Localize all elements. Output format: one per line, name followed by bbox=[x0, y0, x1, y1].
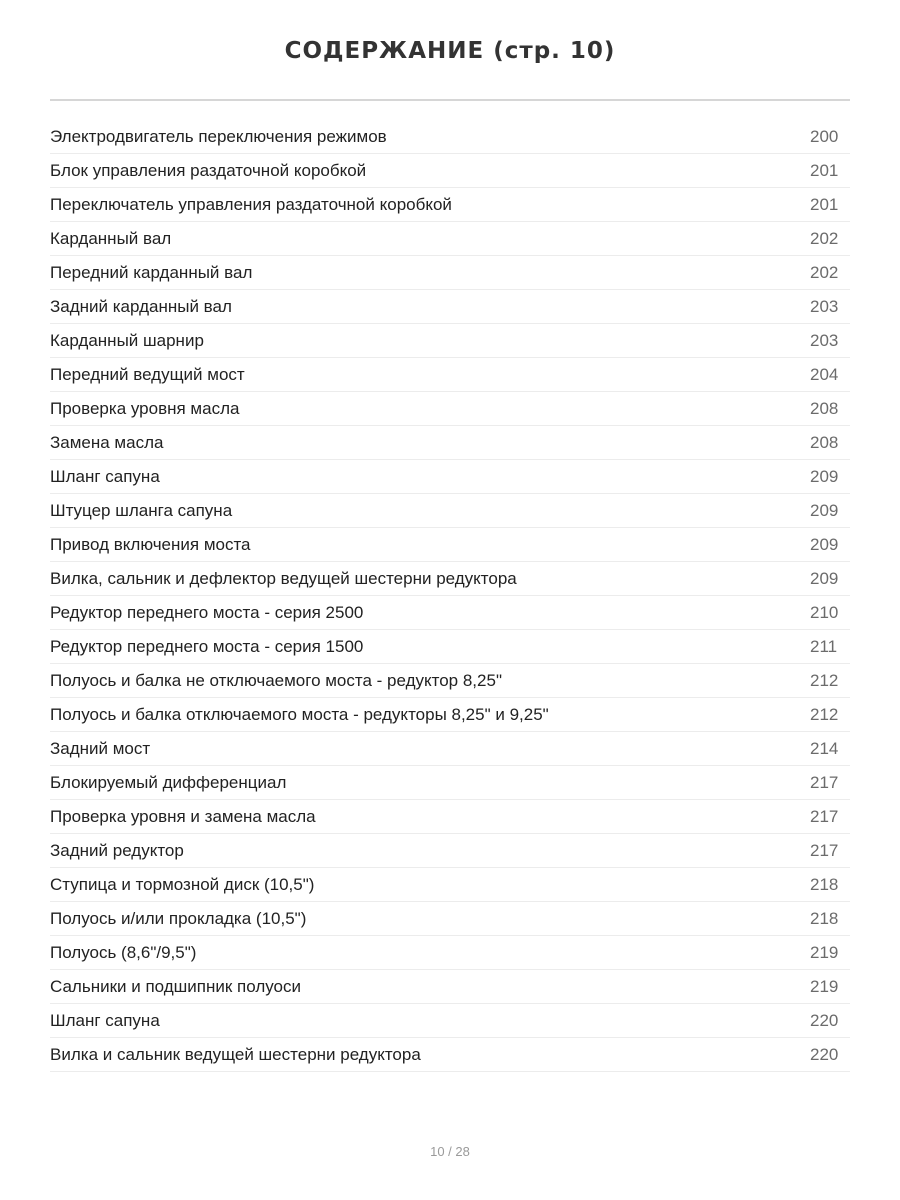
toc-entry[interactable] bbox=[50, 392, 850, 426]
toc-entry-page-number[interactable]: 203 bbox=[810, 297, 839, 316]
page-indicator: 10 / 28 bbox=[430, 1144, 470, 1159]
toc-entry-title[interactable]: Переключатель управления раздаточной коробкой bbox=[50, 195, 452, 214]
toc-entry-page-number[interactable]: 220 bbox=[810, 1045, 839, 1064]
toc-entry-page-number[interactable]: 202 bbox=[810, 263, 839, 282]
toc-entry[interactable] bbox=[50, 460, 850, 494]
toc-entry-title[interactable]: Штуцер шланга сапуна bbox=[50, 501, 233, 520]
toc-entry[interactable] bbox=[50, 154, 850, 188]
toc-entry[interactable] bbox=[50, 120, 850, 154]
toc-entry[interactable] bbox=[50, 222, 850, 256]
toc-entry-page-number[interactable]: 211 bbox=[810, 637, 838, 656]
toc-entry-title[interactable]: Карданный вал bbox=[50, 229, 172, 248]
toc-entry-title[interactable]: Шланг сапуна bbox=[50, 467, 160, 486]
toc-entry[interactable] bbox=[50, 494, 850, 528]
toc-entry[interactable] bbox=[50, 528, 850, 562]
toc-entry-title[interactable]: Ступица и тормозной диск (10,5") bbox=[50, 875, 315, 894]
toc-entry-title[interactable]: Проверка уровня и замена масла bbox=[50, 807, 316, 826]
toc-entry-title[interactable]: Блокируемый дифференциал bbox=[50, 773, 287, 792]
toc-entry[interactable] bbox=[50, 290, 850, 324]
toc-entry-page-number[interactable]: 219 bbox=[810, 943, 839, 962]
toc-entry[interactable] bbox=[50, 256, 850, 290]
toc-entry-title[interactable]: Сальники и подшипник полуоси bbox=[50, 977, 301, 996]
toc-entry-title[interactable]: Редуктор переднего моста - серия 1500 bbox=[50, 637, 364, 656]
toc-entry[interactable] bbox=[50, 970, 850, 1004]
toc-entry-page-number[interactable]: 209 bbox=[810, 467, 839, 486]
toc-entry-page-number[interactable]: 203 bbox=[810, 331, 839, 350]
toc-entry[interactable] bbox=[50, 358, 850, 392]
toc-entry-page-number[interactable]: 202 bbox=[810, 229, 839, 248]
toc-entry-title[interactable]: Задний карданный вал bbox=[50, 297, 232, 316]
toc-entry[interactable] bbox=[50, 698, 850, 732]
toc-entry[interactable] bbox=[50, 426, 850, 460]
toc-entry-page-number[interactable]: 204 bbox=[810, 365, 839, 384]
toc-entry[interactable] bbox=[50, 664, 850, 698]
toc-entry-page-number[interactable]: 208 bbox=[810, 399, 839, 418]
toc-entry[interactable] bbox=[50, 324, 850, 358]
toc-entry-page-number[interactable]: 209 bbox=[810, 501, 839, 520]
toc-entry[interactable] bbox=[50, 1004, 850, 1038]
toc-entry-page-number[interactable]: 210 bbox=[810, 603, 839, 622]
toc-entry[interactable] bbox=[50, 562, 850, 596]
page-title: СОДЕРЖАНИЕ (стр. 10) bbox=[284, 38, 616, 64]
toc-entry-title[interactable]: Привод включения моста bbox=[50, 535, 251, 554]
toc-entry[interactable] bbox=[50, 902, 850, 936]
toc-entry-title[interactable]: Проверка уровня масла bbox=[50, 399, 240, 418]
toc-entry-page-number[interactable]: 217 bbox=[810, 807, 839, 826]
toc-entry[interactable] bbox=[50, 766, 850, 800]
toc-entry-page-number[interactable]: 201 bbox=[810, 195, 839, 214]
toc-entry-title[interactable]: Полуось и балка не отключаемого моста - редуктор 8,25" bbox=[50, 671, 502, 690]
toc-entry[interactable] bbox=[50, 1038, 850, 1072]
toc-entry-title[interactable]: Передний карданный вал bbox=[50, 263, 253, 282]
toc-entry-page-number[interactable]: 200 bbox=[810, 127, 839, 146]
toc-entry-title[interactable]: Замена масла bbox=[50, 433, 164, 452]
toc-entry[interactable] bbox=[50, 936, 850, 970]
toc-entry-title[interactable]: Вилка и сальник ведущей шестерни редуктора bbox=[50, 1045, 421, 1064]
toc-entry[interactable] bbox=[50, 868, 850, 902]
toc-entry-title[interactable]: Задний редуктор bbox=[50, 841, 184, 860]
title-divider bbox=[50, 99, 850, 101]
toc-entry-page-number[interactable]: 218 bbox=[810, 909, 839, 928]
toc-entry-page-number[interactable]: 208 bbox=[810, 433, 839, 452]
toc-entry-page-number[interactable]: 214 bbox=[810, 739, 839, 758]
toc-entry-title[interactable]: Шланг сапуна bbox=[50, 1011, 160, 1030]
toc-entry-page-number[interactable]: 219 bbox=[810, 977, 839, 996]
toc-entry-title[interactable]: Редуктор переднего моста - серия 2500 bbox=[50, 603, 364, 622]
toc-entry[interactable] bbox=[50, 188, 850, 222]
toc-entry-title[interactable]: Полуось и балка отключаемого моста - редукторы 8,25" и 9,25" bbox=[50, 705, 549, 724]
toc-entry-title[interactable]: Задний мост bbox=[50, 739, 151, 758]
toc-entry-title[interactable]: Блок управления раздаточной коробкой bbox=[50, 161, 367, 180]
toc-entry-title[interactable]: Вилка, сальник и дефлектор ведущей шестерни редуктора bbox=[50, 569, 517, 588]
toc-entry-page-number[interactable]: 217 bbox=[810, 773, 839, 792]
toc-entry-page-number[interactable]: 212 bbox=[810, 705, 839, 724]
toc-entry-page-number[interactable]: 209 bbox=[810, 569, 839, 588]
toc-entry[interactable] bbox=[50, 596, 850, 630]
toc-entry-title[interactable]: Передний ведущий мост bbox=[50, 365, 245, 384]
toc-entry[interactable] bbox=[50, 732, 850, 766]
toc-entry[interactable] bbox=[50, 630, 850, 664]
toc-entry-page-number[interactable]: 201 bbox=[810, 161, 839, 180]
toc-entry-page-number[interactable]: 209 bbox=[810, 535, 839, 554]
toc-entry-page-number[interactable]: 217 bbox=[810, 841, 839, 860]
toc-entry[interactable] bbox=[50, 834, 850, 868]
toc-entry-page-number[interactable]: 220 bbox=[810, 1011, 839, 1030]
toc-entry-page-number[interactable]: 218 bbox=[810, 875, 839, 894]
table-of-contents bbox=[50, 120, 850, 1072]
toc-entry-page-number[interactable]: 212 bbox=[810, 671, 839, 690]
toc-entry-title[interactable]: Полуось и/или прокладка (10,5") bbox=[50, 909, 307, 928]
toc-entry-title[interactable]: Полуось (8,6"/9,5") bbox=[50, 943, 197, 962]
toc-entry-title[interactable]: Карданный шарнир bbox=[50, 331, 204, 350]
toc-entry[interactable] bbox=[50, 800, 850, 834]
toc-entry-title[interactable]: Электродвигатель переключения режимов bbox=[50, 127, 387, 146]
